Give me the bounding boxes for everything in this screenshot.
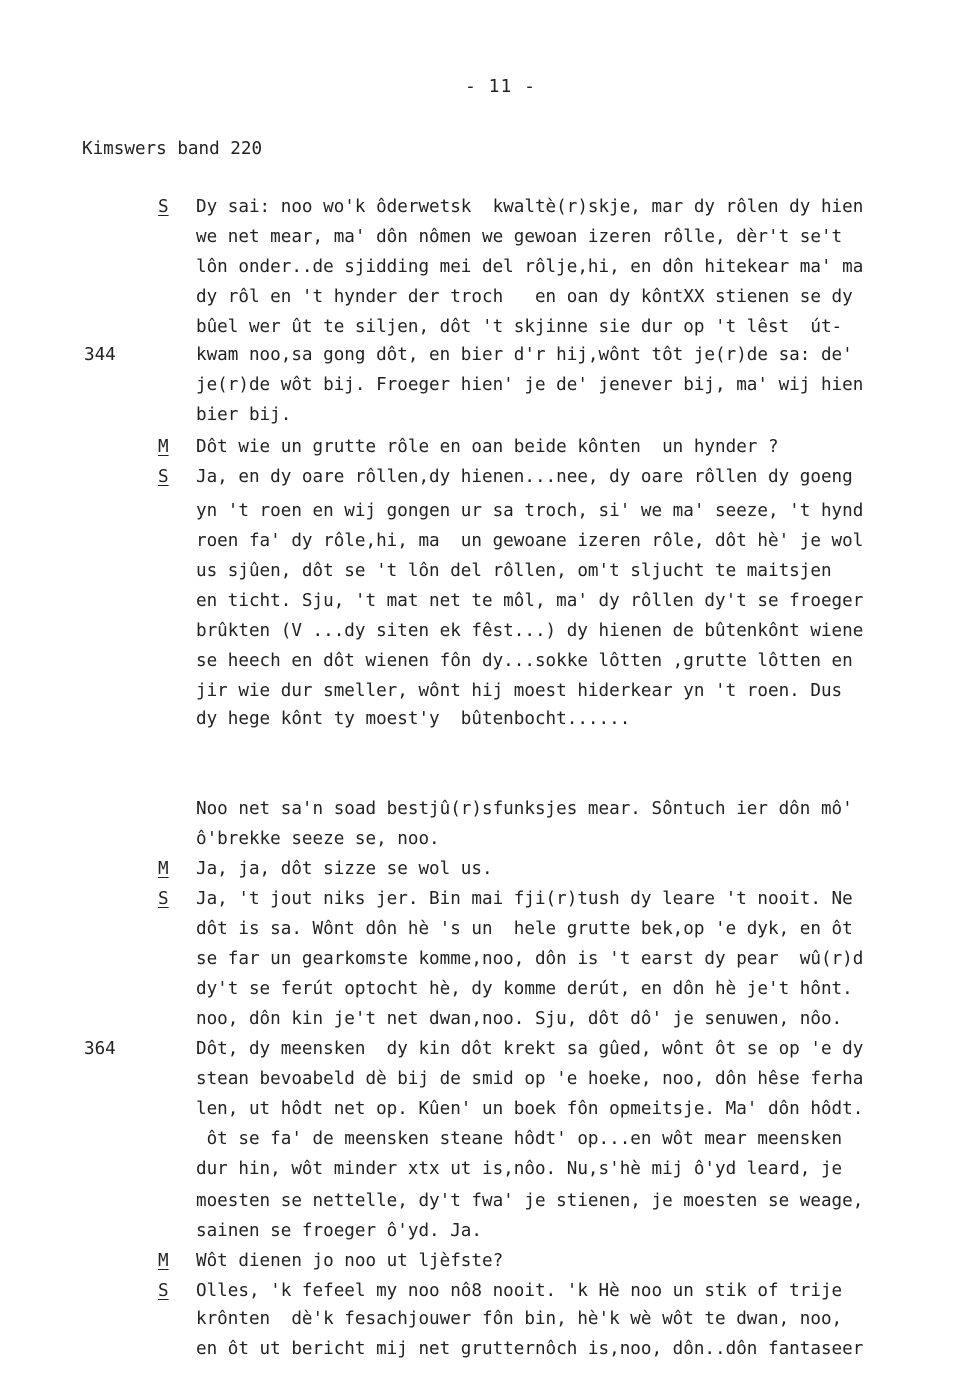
transcript-line <box>0 1309 973 1339</box>
transcript-line <box>0 345 973 375</box>
transcript-text: je(r)de wôt bij. Froeger hien' je de' jenever bij, ma' wij hien <box>196 375 864 395</box>
transcript-text: Noo net sa'n soad bestjû(r)sfunksjes mear. Sôntuch ier dôn mô' <box>196 799 853 819</box>
transcript-line <box>0 709 973 739</box>
transcript-text: se heech en dôt wienen fôn dy...sokke lôtten ,grutte lôtten en <box>196 651 853 671</box>
transcript-line <box>0 1281 973 1311</box>
line-number: 344 <box>84 345 116 365</box>
transcript-text: us sjûen, dôt se 't lôn del rôllen, om't sljucht te maitsjen <box>196 561 832 581</box>
transcript-text: Olles, 'k fefeel my noo nô8 nooit. 'k Hè noo un stik of trije <box>196 1281 843 1301</box>
transcript-line <box>0 1251 973 1281</box>
transcript-line <box>0 257 973 287</box>
transcript-line <box>0 1039 973 1069</box>
transcript-text: Ja, ja, dôt sizze se wol us. <box>196 859 493 879</box>
transcript-text: krônten dè'k fesachjouwer fôn bin, hè'k wè wôt te dwan, noo, <box>196 1309 843 1329</box>
transcript-line <box>0 1159 973 1189</box>
transcript-line <box>0 591 973 621</box>
transcript-text: Ja, en dy oare rôllen,dy hienen...nee, dy oare rôllen dy goeng <box>196 467 853 487</box>
transcript-line <box>0 919 973 949</box>
transcript-text: brûkten (V ...dy siten ek fêst...) dy hienen de bûtenkônt wiene <box>196 621 864 641</box>
transcript-line <box>0 651 973 681</box>
transcript-line <box>0 287 973 317</box>
transcript-text: kwam noo,sa gong dôt, en bier d'r hij,wônt tôt je(r)de sa: de' <box>196 345 853 365</box>
transcript-line <box>0 317 973 347</box>
transcript-text: dy rôl en 't hynder der troch en oan dy kôntXX stienen se dy <box>196 287 853 307</box>
transcript-text: Dôt, dy meensken dy kin dôt krekt sa gûed, wônt ôt se op 'e dy <box>196 1039 864 1059</box>
transcript-line <box>0 501 973 531</box>
transcript-text: noo, dôn kin je't net dwan,noo. Sju, dôt dô' je senuwen, nôo. <box>196 1009 843 1029</box>
transcript-text: ôt se fa' de meensken steane hôdt' op...en wôt mear meensken <box>196 1129 843 1149</box>
transcript-line <box>0 1069 973 1099</box>
transcript-text: bûel wer ût te siljen, dôt 't skjinne sie dur op 't lêst út- <box>196 317 843 337</box>
transcript-line <box>0 531 973 561</box>
transcript-line <box>0 859 973 889</box>
transcript-line <box>0 681 973 711</box>
speaker-marker: S <box>158 1281 169 1301</box>
transcript-line <box>0 829 973 859</box>
page-number: - 11 - <box>465 76 537 97</box>
transcript-line <box>0 1129 973 1159</box>
transcript-line <box>0 1339 973 1369</box>
transcript-line <box>0 799 973 829</box>
transcript-line <box>0 1221 973 1251</box>
transcript-text: jir wie dur smeller, wônt hij moest hiderkear yn 't roen. Dus <box>196 681 843 701</box>
speaker-marker: S <box>158 467 169 487</box>
transcript-text: Wôt dienen jo noo ut ljèfste? <box>196 1251 504 1271</box>
transcript-line <box>0 561 973 591</box>
transcript-text: lôn onder..de sjidding mei del rôlje,hi, en dôn hitekear ma' ma <box>196 257 864 277</box>
speaker-marker: M <box>158 437 169 457</box>
transcript-line <box>0 621 973 651</box>
speaker-marker: S <box>158 197 169 217</box>
speaker-marker: M <box>158 1251 169 1271</box>
transcript-line <box>0 405 973 435</box>
transcript-text: bier bij. <box>196 405 292 425</box>
transcript-line <box>0 949 973 979</box>
transcript-line <box>0 739 973 769</box>
transcript-text: ô'brekke seeze se, noo. <box>196 829 440 849</box>
transcript-text: stean bevoabeld dè bij de smid op 'e hoeke, noo, dôn hêse ferha <box>196 1069 864 1089</box>
document-header: Kimswers band 220 <box>82 139 263 159</box>
transcript-line <box>0 1191 973 1221</box>
transcript-text: roen fa' dy rôle,hi, ma un gewoane izeren rôle, dôt hè' je wol <box>196 531 864 551</box>
transcript-text: len, ut hôdt net op. Kûen' un boek fôn opmeitsje. Ma' dôn hôdt. <box>196 1099 864 1119</box>
transcript-text: Dôt wie un grutte rôle en oan beide kônten un hynder ? <box>196 437 779 457</box>
transcript-text: we net mear, ma' dôn nômen we gewoan izeren rôlle, dèr't se't <box>196 227 843 247</box>
transcript-line <box>0 227 973 257</box>
transcript-text: en ôt ut bericht mij net grutternôch is,noo, dôn..dôn fantaseer <box>196 1339 864 1359</box>
transcript-text: dur hin, wôt minder xtx ut is,nôo. Nu,s'hè mij ô'yd leard, je <box>196 1159 843 1179</box>
transcript-text: Ja, 't jout niks jer. Bin mai fji(r)tush dy leare 't nooit. Ne <box>196 889 853 909</box>
transcript-line <box>0 979 973 1009</box>
transcript-line <box>0 375 973 405</box>
transcript-text: dy't se ferút optocht hè, dy komme derút, en dôn hè je't hônt. <box>196 979 853 999</box>
transcript-text: yn 't roen en wij gongen ur sa troch, si' we ma' seeze, 't hynd <box>196 501 864 521</box>
transcript-line <box>0 437 973 467</box>
transcript-text: en ticht. Sju, 't mat net te môl, ma' dy rôllen dy't se froeger <box>196 591 864 611</box>
transcript-line <box>0 1009 973 1039</box>
speaker-marker: S <box>158 889 169 909</box>
transcript-text: sainen se froeger ô'yd. Ja. <box>196 1221 482 1241</box>
transcript-text: dy hege kônt ty moest'y bûtenbocht...... <box>196 709 631 729</box>
transcript-text: moesten se nettelle, dy't fwa' je stienen, je moesten se weage, <box>196 1191 864 1211</box>
transcript-line <box>0 889 973 919</box>
transcript-line <box>0 467 973 497</box>
transcript-line <box>0 197 973 227</box>
transcript-line <box>0 1099 973 1129</box>
line-number: 364 <box>84 1039 116 1059</box>
transcript-text: Dy sai: noo wo'k ôderwetsk kwaltè(r)skje, mar dy rôlen dy hien <box>196 197 864 217</box>
speaker-marker: M <box>158 859 169 879</box>
transcript-text: dôt is sa. Wônt dôn hè 's un hele grutte bek,op 'e dyk, en ôt <box>196 919 853 939</box>
transcript-text: se far un gearkomste komme,noo, dôn is 't earst dy pear wû(r)d <box>196 949 864 969</box>
